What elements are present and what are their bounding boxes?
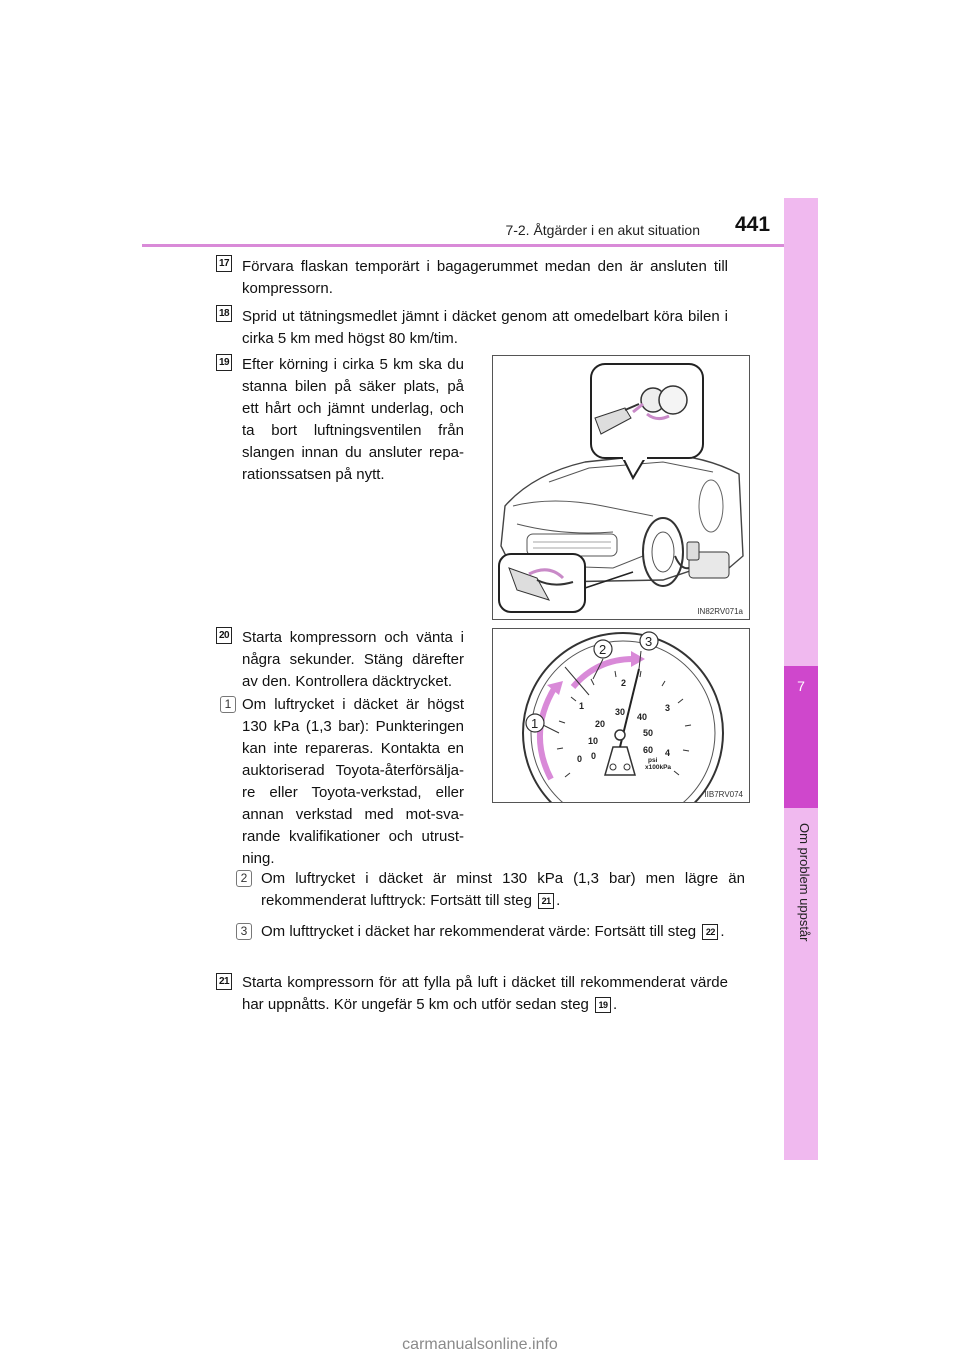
gauge-kpa-label-4: 4 bbox=[665, 748, 671, 758]
gauge-unit-psi: psi bbox=[648, 757, 658, 764]
chapter-number-tab bbox=[784, 666, 818, 808]
gauge-psi-label-30: 30 bbox=[615, 707, 626, 717]
step-number-19: 19 bbox=[216, 354, 232, 371]
gauge-kpa-label-2: 2 bbox=[621, 678, 627, 688]
gauge-psi-label-10: 10 bbox=[588, 736, 599, 746]
gauge-psi-label-60: 60 bbox=[643, 745, 654, 755]
sub-item-number-2: 2 bbox=[236, 870, 252, 887]
step-21-text bbox=[242, 972, 728, 1016]
gauge-callout-2: 2 bbox=[599, 642, 607, 657]
page-number: 441 bbox=[735, 213, 771, 236]
pressure-gauge-illustration bbox=[492, 628, 750, 803]
sub-item-number-3: 3 bbox=[236, 923, 252, 940]
step-reference-21[interactable]: 21 bbox=[538, 893, 554, 909]
gauge-callout-3: 3 bbox=[645, 634, 653, 649]
car-drawing bbox=[493, 356, 749, 619]
sub-item-2-end: . bbox=[556, 892, 561, 909]
sub-item-2-body: Om luftrycket i däcket är minst 130 kPa (1,3 bar) men lägre än rekommenderat lufttryck: Fortsätt till steg bbox=[261, 870, 745, 909]
step-17-text: Förvara flaskan temporärt i bagagerummet medan den är ansluten till kompressorn. bbox=[242, 258, 728, 297]
car-figure-caption: IN82RV071a bbox=[697, 607, 743, 616]
gauge-kpa-label-1: 1 bbox=[579, 701, 585, 711]
sub-item-number-1: 1 bbox=[220, 696, 236, 713]
step-reference-19[interactable]: 19 bbox=[595, 997, 611, 1013]
gauge-unit-kpa: x100kPa bbox=[645, 764, 672, 771]
section-title: 7-2. Åtgärder i en akut situation bbox=[505, 222, 700, 238]
step-18-text: Sprid ut tätningsmedlet jämnt i däcket genom att omedelbart köra bilen i cirka 5 km med högst 80 km/tim. bbox=[242, 308, 728, 347]
gauge-drawing bbox=[493, 629, 749, 802]
chapter-title: Om problem uppstår bbox=[797, 823, 812, 942]
step-number-21: 21 bbox=[216, 973, 232, 990]
watermark: carmanualsonline.info bbox=[402, 1336, 558, 1353]
step-number-18: 18 bbox=[216, 305, 232, 322]
step-19-text: Efter körning i cirka 5 km ska du stanna bilen på säker plats, på ett hårt och jämnt underlag, och ta bort luftningsventilen från slangen innan du ansluter repa-rationssatsen på nytt. bbox=[242, 356, 464, 483]
gauge-psi-label-50: 50 bbox=[643, 728, 654, 738]
sub-item-1-text: Om luftrycket i däcket är högst 130 kPa (1,3 bar): Punkteringen kan inte repareras. Kontakta en auktoriserad Toyota-återförsälja-re eller Toyota-verkstad, eller annan verkstad med mot-sva-rande kvalifikationer och utrust-ning. bbox=[242, 696, 464, 867]
step-number-20: 20 bbox=[216, 627, 232, 644]
step-21-body: Starta kompressorn för att fylla på luft i däcket till rekommenderat värde har uppnåtts. Kör ungefär 5 km och utför sedan steg bbox=[242, 974, 728, 1013]
gauge-figure-caption: IIB7RV074 bbox=[704, 790, 743, 799]
step-reference-22[interactable]: 22 bbox=[702, 924, 718, 940]
gauge-kpa-label-0: 0 bbox=[577, 754, 583, 764]
sub-item-3-body: Om lufttrycket i däcket har rekommenderat värde: Fortsätt till steg bbox=[261, 923, 697, 940]
chapter-number: 7 bbox=[797, 678, 805, 694]
step-20-text: Starta kompressorn och vänta i några sekunder. Stäng därefter av den. Kontrollera däcktrycket. bbox=[242, 629, 464, 690]
gauge-psi-label-40: 40 bbox=[637, 712, 648, 722]
sub-item-3-end: . bbox=[720, 923, 725, 940]
step-21-end: . bbox=[613, 996, 618, 1013]
sub-item-3-text bbox=[261, 921, 745, 943]
header-divider bbox=[142, 244, 818, 247]
gauge-psi-label-0: 0 bbox=[591, 751, 597, 761]
gauge-kpa-label-3: 3 bbox=[665, 703, 671, 713]
gauge-callout-1: 1 bbox=[531, 716, 539, 731]
sub-item-2-text bbox=[261, 868, 745, 912]
car-illustration bbox=[492, 355, 750, 620]
step-number-17: 17 bbox=[216, 255, 232, 272]
gauge-psi-label-20: 20 bbox=[595, 719, 606, 729]
